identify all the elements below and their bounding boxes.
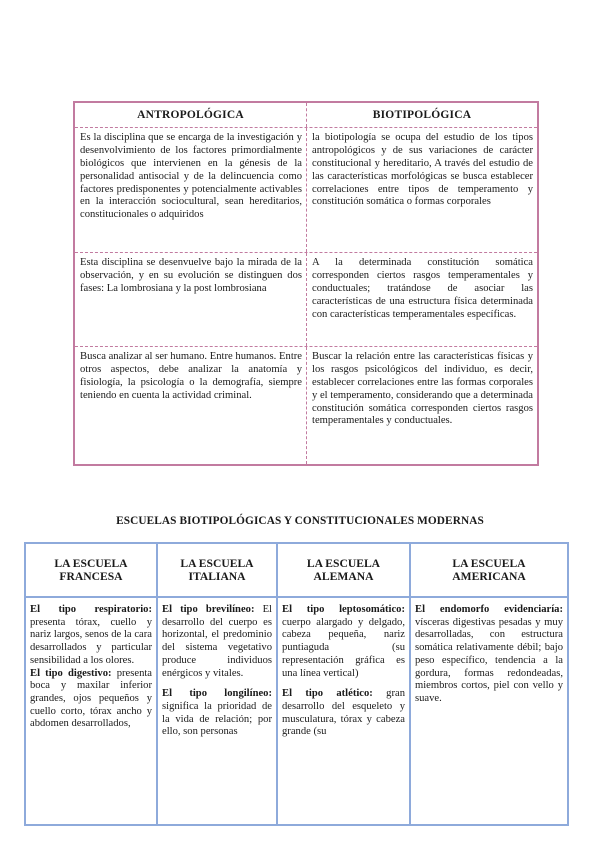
cell-francesa: [26, 598, 156, 824]
header-antropologica: ANTROPOLÓGICA: [137, 109, 244, 121]
table-header-row: [75, 103, 537, 127]
type-description: El desarrollo del cuerpo es horizontal, el predominio del sistema vegetativo produce individuos enérgicos y vitales.: [162, 604, 272, 679]
table-row: [75, 252, 537, 346]
type-description: significa la prioridad de la vida de relación; por ello, son personas: [162, 700, 272, 738]
section-heading: ESCUELAS BIOTIPOLÓGICAS Y CONSTITUCIONALES MODERNAS: [116, 515, 484, 527]
type-description: gran desarrollo del esqueleto y musculatura, tórax y cabeza grande (su: [282, 688, 405, 738]
type-description: presenta tórax, cuello y nariz largos, senos de la cara desarrollados y particular sensibilidad a los olores.: [30, 616, 152, 666]
header-biotipologica: BIOTIPOLÓGICA: [306, 103, 537, 127]
table-row: [75, 346, 537, 464]
table-row: [75, 127, 537, 252]
type-description: cuerpo alargado y delgado, cabeza pequeña, nariz puntiaguda (su representación gráfica es una línea vertical): [282, 616, 405, 679]
type-label: El tipo longilíneo:: [162, 688, 272, 700]
header-escuela-americana: LA ESCUELA AMERICANA: [409, 544, 567, 596]
type-label: El tipo respiratorio:: [30, 604, 152, 615]
table-cell: A la determinada constitución somática corresponden ciertos rasgos temperamentales y conductuales; tratándose de asociar las características de una estructura física determinada con características temperamentales específicas.: [306, 253, 537, 346]
header-escuela-francesa: LA ESCUELA FRANCESA: [54, 556, 128, 583]
table-cell: Esta disciplina se desenvuelve bajo la mirada de la observación, y en su evolución se distinguen dos fases: La lombrosiana y la post lombrosiana: [80, 256, 302, 294]
type-description: vísceras digestivas pesadas y muy desarrolladas, con estructura somática relativamente débil; bajo peso específico, tendencia a la gordura, formas redondeadas, miembros cortos, piel con vello y suave.: [415, 616, 563, 704]
table-header-row: [26, 544, 567, 598]
type-label: El tipo brevilíneo:: [162, 604, 255, 615]
comparison-table: [73, 101, 539, 466]
cell-americana: [409, 598, 567, 824]
table-cell: la biotipología se ocupa del estudio de los tipos antropológicos y de sus variaciones de carácter constitucional y hereditario, A través del estudio de las características morfológicas se busca establecer correlaciones entre tipos de temperamento y constitución somática o formas corporales: [306, 128, 537, 252]
header-escuela-alemana: LA ESCUELA ALEMANA: [276, 544, 409, 596]
type-label: El tipo digestivo:: [30, 667, 112, 679]
type-label: El endomorfo evidenciaría:: [415, 604, 563, 615]
header-escuela-italiana: LA ESCUELA ITALIANA: [156, 544, 276, 596]
cell-alemana: [276, 598, 409, 824]
table-row: [26, 598, 567, 824]
table-cell: Busca analizar al ser humano. Entre humanos. Entre otros aspectos, debe analizar la anatomía y fisiología, la psicología o la demografía, siempre teniendo en cuenta la actividad criminal.: [80, 350, 302, 401]
cell-italiana: [156, 598, 276, 824]
schools-table: [24, 542, 569, 826]
type-description: presenta boca y maxilar inferior grandes, ojos pequeños y cuello corto, tórax ancho y abdomen desarrollados,: [30, 667, 153, 730]
type-label: El tipo atlético:: [282, 688, 373, 700]
type-label: El tipo leptosomático:: [282, 604, 405, 615]
table-cell: Buscar la relación entre las características físicas y los rasgos psicológicos del individuo, es decir, establecer correlaciones entre las formas corporales y el temperamento, considerando que a determinada constitución somática corresponden ciertos rasgos temperamentales y conductuales.: [306, 347, 537, 464]
table-cell: Es la disciplina que se encarga de la investigación y desenvolvimiento de los factores primordialmente biológicos que intervienen en la génesis de la personalidad antisocial y de la delincuencia como factores predisponentes y potencialmente activables en la interacción sociocultural, sean hereditarios, constitucionales o adquiridos: [80, 131, 302, 221]
